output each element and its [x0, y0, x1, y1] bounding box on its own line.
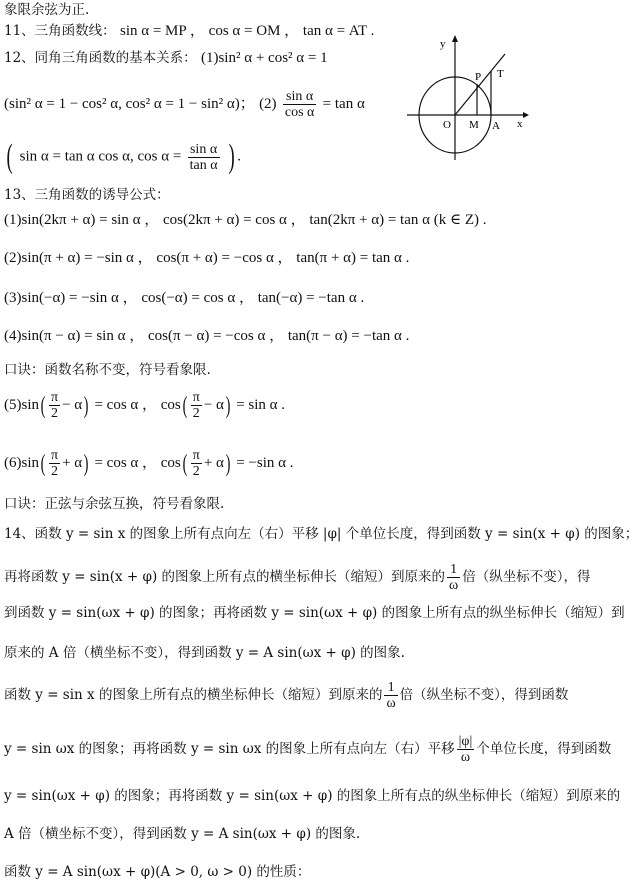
- quotient-identity-label: (2): [259, 96, 277, 112]
- sin-over-cos-fraction: [283, 89, 317, 120]
- label-P: P: [475, 71, 482, 83]
- fraction-denominator: cos α: [284, 105, 315, 120]
- unit-circle-figure: [405, 32, 535, 162]
- item-14-line2: 再将函数 y = sin(x + φ) 的图象上所有点的横坐标伸长（缩短）到原来的 $\frac{1}{\omega}$ 倍（纵坐标不变），得: [4, 562, 591, 593]
- induction-formula-1: (1)sin(2kπ + α) = sin α ， cos(2kπ + α) = cos α ， tan(2kπ + α) = tan α (k ∈ Z) .: [4, 212, 487, 228]
- pi-over-2-fraction: $\frac{\pi}{2}$: [51, 448, 59, 479]
- label-x: x: [517, 118, 523, 130]
- one-over-omega-fraction: $\frac{1}{\omega}$: [449, 562, 459, 593]
- induction-formula-2: (2)sin(π + α) = −sin α ， cos(π + α) = −cos α ， tan(π + α) = tan α .: [4, 250, 410, 266]
- item-13-heading: 13、三角函数的诱导公式：: [4, 187, 170, 203]
- item-14-line7: y = sin(ωx + φ) 的图象；再将函数 y = sin(ωx + φ) 的图象上所有点的纵坐标伸长（缩短）到原来的: [4, 788, 621, 804]
- item-12-line3: ( sin α = tan α cos α, cos α = $\frac{\text{sin α}}{\text{tan α}}$ ) .: [6, 138, 241, 175]
- mnemonic-1: 口诀：函数名称不变，符号看象限.: [4, 362, 211, 378]
- item-11-label: 11、三角函数线：: [4, 23, 116, 39]
- quotient-identity-result: = tan α: [322, 96, 365, 112]
- item-14-line5: 函数 y = sin x 的图象上所有点的横坐标伸长（缩短）到原来的 $\frac{1}{\omega}$ 倍（纵坐标不变），得到函数: [4, 680, 569, 711]
- y-axis-arrow: [452, 35, 458, 42]
- induction-formula-3: (3)sin(−α) = −sin α ， cos(−α) = cos α ， tan(−α) = −tan α .: [4, 290, 365, 306]
- pi-over-2-fraction: $\frac{\pi}{2}$: [192, 448, 200, 479]
- item-14-line3: 到函数 y = sin(ωx + φ) 的图象；再将函数 y = sin(ωx + φ) 的图象上所有点的纵坐标伸长（缩短）到: [4, 605, 625, 621]
- item-14-line1: 14、函数 y = sin x 的图象上所有点向左（右）平移 |φ| 个单位长度，得到函数 y = sin(x + φ) 的图象；: [4, 526, 639, 542]
- item-14-line4: 原来的 A 倍（横坐标不变），得到函数 y = A sin(ωx + φ) 的图象.: [4, 645, 405, 661]
- label-O: O: [443, 119, 451, 131]
- item-14-properties-heading: 函数 y = A sin(ωx + φ)(A > 0, ω > 0) 的性质：: [4, 864, 311, 880]
- line-quadrant-note: 象限余弦为正.: [4, 2, 90, 18]
- mnemonic-2: 口诀：正弦与余弦互换，符号看象限.: [4, 496, 225, 512]
- trig-lines-formula: sin α = MP ， cos α = OM ， tan α = AT .: [119, 23, 375, 39]
- item-14-line8: A 倍（横坐标不变），得到函数 y = A sin(ωx + φ) 的图象.: [4, 826, 361, 842]
- item-11: [4, 21, 374, 41]
- induction-formula-6: (6)sin( $\frac{\pi}{2}$ + α) = cos α ， cos( $\frac{\pi}{2}$ + α) = −sin α .: [4, 448, 294, 479]
- pythagorean-identity: (1)sin² α + cos² α = 1: [200, 50, 328, 66]
- x-axis-arrow: [523, 112, 529, 118]
- label-T: T: [497, 68, 504, 80]
- terminal-side: [455, 54, 505, 115]
- induction-formula-4: (4)sin(π − α) = sin α ， cos(π − α) = −cos α ， tan(π − α) = −tan α .: [4, 328, 410, 344]
- item-14-line6: y = sin ωx 的图象；再将函数 y = sin ωx 的图象上所有点向左（右）平移 $\frac{|\varphi|}{\omega}$ 个单位长度，得到函数: [4, 734, 612, 765]
- item-12-label: 12、同角三角函数的基本关系：: [4, 50, 197, 66]
- label-M: M: [469, 119, 479, 131]
- fraction-denominator: tan α: [189, 157, 218, 173]
- quotient-variants: sin α = tan α cos α, cos α =: [19, 148, 182, 165]
- fraction-numerator: sin α: [188, 142, 220, 158]
- sin-over-tan-fraction: [188, 142, 220, 173]
- item-12: [4, 48, 328, 68]
- induction-formula-5: (5)sin( $\frac{\pi}{2}$ − α) = cos α ， cos( $\frac{\pi}{2}$ − α) = sin α .: [4, 390, 286, 421]
- fraction-numerator: sin α: [283, 89, 317, 105]
- one-over-omega-fraction: $\frac{1}{\omega}$: [386, 680, 396, 711]
- phi-over-omega-fraction: $\frac{|\varphi|}{\omega}$: [458, 734, 473, 765]
- pi-over-2-fraction: $\frac{\pi}{2}$: [51, 390, 59, 421]
- pythagorean-variants: (sin² α = 1 − cos² α, cos² α = 1 − sin² α)；: [4, 96, 255, 112]
- pi-over-2-fraction: $\frac{\pi}{2}$: [192, 390, 200, 421]
- item-12-line2: [4, 89, 365, 120]
- label-y: y: [440, 38, 446, 50]
- label-A: A: [492, 120, 500, 132]
